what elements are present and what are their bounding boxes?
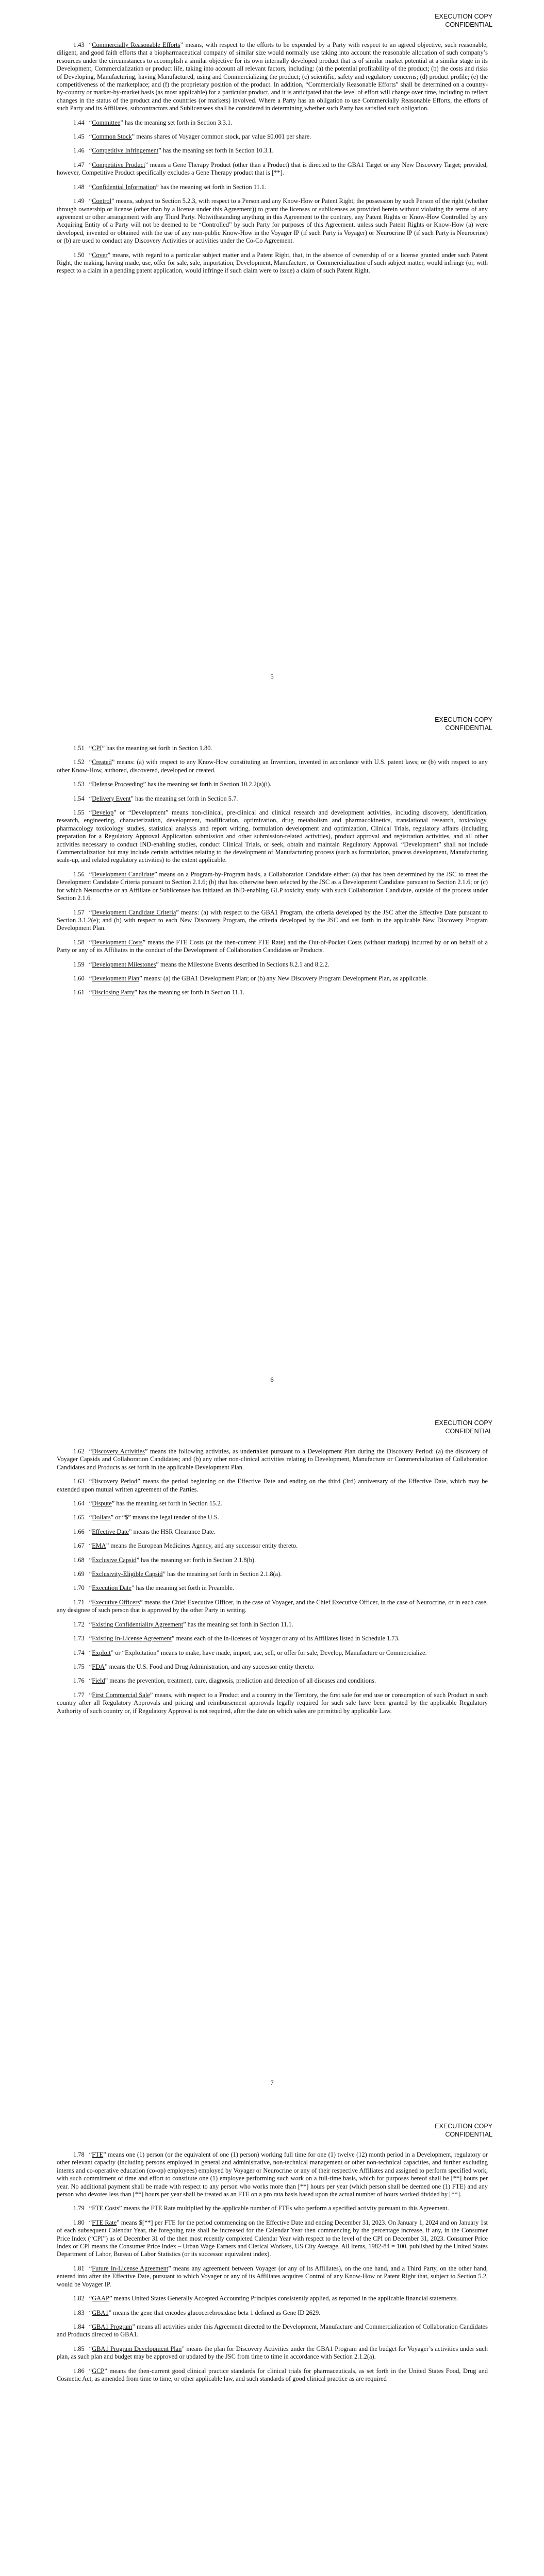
defined-term: Delivery Event: [92, 794, 131, 802]
definition-paragraph: 1.77 “First Commercial Sale” means, with respect to a Product and a country in the Territory, the first sale for end use or consumption of such Product in such country after all Regulatory Approvals and pricing and reimbursement approvals legally required for such sale have been granted by the applicable Regulatory Authority of such country or, if Regulatory Approval is not required, after the date on which sales are permitted by applicable Law.: [57, 1691, 488, 1715]
defined-term: Existing Confidentiality Agreement: [92, 1620, 184, 1628]
definition-text: means a Gene Therapy Product (other than a Product) that is directed to the GBA1 Target or any New Discovery Target; provided, however, Competitive Product specifically excludes a Gene Therapy product that is [**].: [57, 161, 488, 177]
definition-paragraph: 1.48 “Confidential Information” has the meaning set forth in Section 11.1.: [73, 183, 266, 191]
definition-text: means: (a) with respect to the GBA1 Program, the criteria developed by the JSC after the Effective Date pursuant to Section 3.1.2(e); and (b) with respect to each New Discovery Program, the criteria developed by the JSC and set forth in the applicable New Discovery Program Development Plan.: [57, 908, 488, 932]
page-body: [57, 744, 488, 1003]
definition-text: has the meaning set forth in Section 2.1.8(b).: [139, 1556, 256, 1564]
definition-text: has the meaning set forth in Section 5.7.: [134, 794, 238, 802]
section-number: 1.72: [73, 1620, 85, 1628]
defined-term: Existing In-License Agreement: [92, 1635, 172, 1642]
section-number: 1.71: [73, 1598, 85, 1606]
page-header: [435, 1419, 492, 1435]
definition-paragraph: 1.62 “Discovery Activities” means the following activities, as undertaken pursuant to a Development Plan during the Discovery Period: (a) the discovery of Voyager Capsids and Collaboration Candidates; and (b) any other non-clinical activities relating to Development, Manufacture or Commercialization of Collaboration Candidates and Products as set forth in the applicable Development Plan.: [57, 1448, 488, 1471]
definition-text: means, with respect to a Product and a country in the Territory, the first sale for end use or consumption of such Product in such country after all Regulatory Approvals and pricing and reimbursement approvals legally required for such sale have been granted by the applicable Regulatory Authority of such country or, if Regulatory Approval is not required, after the date on which sales are permitted by applicable Law.: [57, 1691, 488, 1715]
definition-paragraph: 1.71 “Executive Officers” means the Chief Executive Officer, in the case of Voyager, and the Chief Executive Officer, in the case of Neurocrine, or in each case, any designee of such person that is approved by the other Party in writing.: [57, 1598, 488, 1614]
definition-paragraph: 1.50 “Cover” means, with regard to a particular subject matter and a Patent Right, that, in the absence of ownership of or a license granted under such Patent Right, the making, having made, use, offer for sale, sale, importation, Development, Manufacture, or Commercialization of such subject matter, would infringe (or, with respect to a claim in a pending patent application, would infringe if such claim were to issue) a claim of such Patent Right.: [57, 251, 488, 275]
defined-term: Confidential Information: [92, 183, 156, 191]
header-confidential: CONFIDENTIAL: [445, 2131, 492, 2138]
section-number: 1.80: [73, 2218, 85, 2226]
definition-paragraph: 1.79 “FTE Costs” means the FTE Rate multiplied by the applicable number of FTEs who perform a specified activity pursuant to this Agreement.: [73, 2205, 449, 2212]
section-number: 1.43: [73, 41, 85, 48]
definition-text: means: (a) with respect to any Know-How constituting an Invention, invented in accordance with U.S. patent laws; or (b) with respect to any other Know-How, authored, discovered, developed or created.: [57, 758, 488, 774]
header-confidential: CONFIDENTIAL: [445, 1428, 492, 1435]
section-number: 1.68: [73, 1556, 85, 1564]
section-number: 1.51: [73, 744, 85, 752]
definition-text: has the meaning set forth in Section 1.80.: [104, 744, 212, 752]
definition-text: has the meaning set forth in Section 15.2.: [114, 1500, 222, 1507]
defined-term: Cover: [92, 251, 108, 259]
section-number: 1.57: [73, 908, 85, 916]
section-number: 1.47: [73, 161, 85, 168]
section-number: 1.70: [73, 1584, 85, 1592]
header-confidential: CONFIDENTIAL: [445, 724, 492, 732]
document-page: [0, 1406, 544, 2110]
section-number: 1.56: [73, 870, 85, 878]
page-number: 7: [270, 2079, 274, 2087]
defined-term: Field: [92, 1677, 105, 1685]
definition-paragraph: 1.63 “Discovery Period” means the period beginning on the Effective Date and ending on the third (3rd) anniversary of the Effective Date, which may be extended upon mutual written agreement of the Parties.: [57, 1478, 488, 1493]
header-confidential: CONFIDENTIAL: [445, 21, 492, 28]
section-number: 1.63: [73, 1478, 85, 1485]
definition-paragraph: 1.45 “Common Stock” means shares of Voyager common stock, par value $0.001 per share.: [73, 133, 311, 141]
defined-term: Discovery Period: [92, 1478, 138, 1485]
defined-term: FTE: [92, 2151, 104, 2158]
section-number: 1.79: [73, 2205, 85, 2212]
definition-paragraph: 1.68 “Exclusive Capsid” has the meaning set forth in Section 2.1.8(b).: [73, 1556, 256, 1564]
definition-paragraph: 1.66 “Effective Date” means the HSR Clearance Date.: [73, 1528, 216, 1535]
definition-paragraph: 1.72 “Existing Confidentiality Agreement” has the meaning set forth in Section 11.1.: [73, 1620, 293, 1628]
defined-term: FTE Costs: [92, 2205, 119, 2212]
defined-term: Defense Proceeding: [92, 781, 143, 788]
defined-term: Dollars: [92, 1514, 111, 1521]
defined-term: Effective Date: [92, 1528, 129, 1535]
section-number: 1.61: [73, 989, 85, 996]
definition-text: means the following activities, as undertaken pursuant to a Development Plan during the Discovery Period: (a) the discovery of Voyager Capsids and Collaboration Candidates; and (b) any other non-clinical activities relating to Development, Manufacture or Commercialization of Collaboration Candidates and Products as set forth in the applicable Development Plan.: [57, 1448, 488, 1471]
defined-term: Executive Officers: [92, 1598, 140, 1606]
section-number: 1.66: [73, 1528, 85, 1535]
definition-paragraph: 1.65 “Dollars” or “$” means the legal tender of the U.S.: [73, 1514, 219, 1521]
definition-text: means United States Generally Accepted Accounting Principles consistently applied, as reported in the applicable financial statements.: [112, 2295, 458, 2302]
defined-term: Exclusivity-Eligible Capsid: [92, 1570, 163, 1578]
definition-paragraph: 1.76 “Field” means the prevention, treatment, cure, diagnosis, prediction and detection of all diseases and conditions.: [73, 1677, 376, 1685]
section-number: 1.58: [73, 938, 85, 946]
definition-text: means, with regard to a particular subject matter and a Patent Right, that, in the absence of ownership of or a license granted under such Patent Right, the making, having made, use, offer for sale, sale, importation, Development, Manufacture, or Commercialization of such subject matter, would infringe (or, with respect to a claim in a pending patent application, would infringe if such claim were to issue) a claim of such Patent Right.: [57, 251, 488, 275]
definition-paragraph: 1.82 “GAAP” means United States Generally Accepted Accounting Principles consistently applied, as reported in the applicable financial statements.: [73, 2295, 458, 2302]
definition-paragraph: 1.46 “Competitive Infringement” has the meaning set forth in Section 10.3.1.: [73, 147, 274, 155]
definition-text: has the meaning set forth in Section 2.1.8(a).: [166, 1570, 282, 1578]
definition-paragraph: 1.43 “Commercially Reasonable Efforts” means, with respect to the efforts to be expended by a Party with respect to an agreed objective, such reasonable, diligent, and good faith efforts that a biopharmaceutical company of similar size would normally use taking into account the reasonable allocation of such company’s resources under the circumstances to accomplish a similar objective for its own internally developed product that is of similar market potential at a similar stage in its Development, Commercialization or product life, taking into account all relevant factors, including: (a) the potential profitability of the product; (b) the costs and risks of Developing, Manufacturing, having Manufactured, using and Commercializing the product; (c) scientific, safety and regulatory concerns; (d) product profile; (e) the competitiveness of the marketplace; and (f) the proprietary position of the product. In addition, “Commercially Reasonable Efforts” shall be determined on a country-by-country or market-by-market basis (as most applicable) for a particular product, and it is anticipated that the level of effort will change over time, including to reflect changes in the status of the product and the countries (or markets) involved. Where a Party has an obligation to use Commercially Reasonable Efforts, the efforts of such Party and its Affiliates, subcontractors and Sublicensees shall be considered in determining whether such Party has satisfied such obligation.: [57, 41, 488, 112]
definition-text: means the prevention, treatment, cure, diagnosis, prediction and detection of all diseases and conditions.: [108, 1677, 376, 1685]
defined-term: CPI: [92, 744, 102, 752]
definition-paragraph: 1.73 “Existing In-License Agreement” means each of the in-licenses of Voyager or any of its Affiliates listed in Schedule 1.73.: [73, 1635, 400, 1642]
definition-paragraph: 1.56 “Development Candidate” means on a Program-by-Program basis, a Collaboration Candidate either: (a) that has been determined by the JSC to meet the Development Candidate Criteria pursuant to Section 2.1.6; (b) that has otherwise been selected by the JSC as a Development Candidate pursuant to Section 2.1.6; or (c) for which Neurocrine or an Affiliate or Sublicensee has initiated an IND-enabling GLP toxicity study with such Collaboration Candidate, outside of the process under Section 2.1.6.: [57, 870, 488, 902]
section-number: 1.76: [73, 1677, 85, 1685]
defined-term: Development Milestones: [92, 960, 156, 968]
definition-paragraph: 1.64 “Dispute” has the meaning set forth in Section 15.2.: [73, 1500, 222, 1507]
page-header: [435, 12, 492, 29]
definition-paragraph: 1.75 “FDA” means the U.S. Food and Drug Administration, and any successor entity thereto.: [73, 1663, 315, 1670]
defined-term: GAAP: [92, 2295, 109, 2302]
definition-text: means the Chief Executive Officer, in the case of Voyager, and the Chief Executive Officer, in the case of Neurocrine, or in each case, any designee of such person that is approved by the other Party in writing.: [57, 1598, 488, 1614]
section-number: 1.60: [73, 974, 85, 982]
section-number: 1.59: [73, 960, 85, 968]
definition-text: has the meaning set forth in Section 10.2.2(a)(i).: [146, 781, 272, 788]
definition-paragraph: 1.61 “Disclosing Party” has the meaning set forth in Section 11.1.: [73, 989, 245, 996]
definition-text: means, with respect to the efforts to be expended by a Party with respect to an agreed objective, such reasonable, diligent, and good faith efforts that a biopharmaceutical company of similar size would normally use taking into account the reasonable allocation of such company’s resources under the circumstances to accomplish a similar objective for its own internally developed product that is of similar market potential at a similar stage in its Development, Commercialization or product life, taking into account all relevant factors, including: (a) the potential profitability of the product; (b) the costs and risks of Developing, Manufacturing, having Manufactured, using and Commercializing the product; (c) scientific, safety and regulatory concerns; (d) product profile; (e) the competitiveness of the marketplace; and (f) the proprietary position of the product. In addition, “Commercially Reasonable Efforts” shall be determined on a country-by-country or market-by-market basis (as most applicable) for a particular product, and it is anticipated that the level of effort will change over time, including to reflect changes in the status of the product and the countries (or markets) involved. Where a Party has an obligation to use Commercially Reasonable Efforts, the efforts of such Party and its Affiliates, subcontractors and Sublicensees shall be considered in determining whether such Party has satisfied such obligation.: [57, 41, 488, 112]
defined-term: Created: [92, 758, 112, 766]
definition-text: means the FTE Costs (at the then-current FTE Rate) and the Out-of-Pocket Costs (without markup) incurred by or on behalf of a Party or any of its Affiliates in the conduct of the Development of Collaboration Candidates or Products.: [57, 938, 488, 954]
definition-paragraph: 1.74 “Exploit” or “Exploitation” means to make, have made, import, use, sell, or offer for sale, Develop, Manufacture or Commercialize.: [73, 1649, 427, 1656]
defined-term: Commercially Reasonable Efforts: [92, 41, 180, 48]
document-page: [0, 0, 544, 703]
defined-term: Develop: [92, 809, 114, 817]
defined-term: GBA1 Program Development Plan: [92, 2345, 182, 2352]
header-execution-copy: EXECUTION COPY: [435, 1419, 492, 1427]
section-number: 1.85: [73, 2345, 85, 2352]
defined-term: Development Candidate: [92, 870, 155, 878]
definition-text: means the HSR Clearance Date.: [131, 1528, 216, 1535]
definition-text: has the meaning set forth in Section 10.3.1.: [161, 147, 274, 155]
defined-term: Control: [92, 197, 112, 205]
definition-paragraph: 1.85 “GBA1 Program Development Plan” means the plan for Discovery Activities under the GBA1 Program and the budget for Voyager’s activities under such plan, as such plan and budget may be approved or updated by the JSC from time to time in accordance with Section 2.1.2(a).: [57, 2345, 488, 2361]
section-number: 1.45: [73, 133, 85, 141]
page-header: [435, 2122, 492, 2139]
definition-paragraph: 1.69 “Exclusivity-Eligible Capsid” has the meaning set forth in Section 2.1.8(a).: [73, 1570, 282, 1578]
definition-text: means the Milestone Events described in Sections 8.2.1 and 8.2.2.: [158, 960, 329, 968]
section-number: 1.54: [73, 794, 85, 802]
definition-text: means: (a) the GBA1 Development Plan; or (b) any New Discovery Program Development Plan, as applicable.: [142, 974, 428, 982]
definition-paragraph: 1.58 “Development Costs” means the FTE Costs (at the then-current FTE Rate) and the Out-of-Pocket Costs (without markup) incurred by or on behalf of a Party or any of its Affiliates in the conduct of the Development of Collaboration Candidates or Products.: [57, 938, 488, 954]
section-number: 1.74: [73, 1649, 85, 1656]
page-body: [57, 2151, 488, 2389]
definition-text: means $[**] per FTE for the period commencing on the Effective Date and ending December 31, 2023. On January 1, 2024 and on January 1st of each subsequent Calendar Year, the foregoing rate shall be increased for the Calendar Year then commencing by the percentage increase, if any, in the Consumer Price Index (“CPI”) as of December 31 of the then most recently completed Calendar Year with respect to the level of the CPI on December 31, 2023. Consumer Price Index or CPI means the Consumer Price Index – Urban Wage Earners and Clerical Workers, US City Average, All Items, 1982-84 = 100, published by the United States Department of Labor, Bureau of Labor Statistics (or its successor equivalent index).: [57, 2218, 488, 2258]
page-header: [435, 716, 492, 732]
section-number: 1.78: [73, 2151, 85, 2158]
section-number: 1.82: [73, 2295, 85, 2302]
section-number: 1.44: [73, 118, 85, 126]
defined-term: GBA1: [92, 2309, 109, 2316]
page-body: [57, 1448, 488, 1721]
section-number: 1.50: [73, 251, 85, 259]
definition-paragraph: 1.78 “FTE” means one (1) person (or the equivalent of one (1) person) working full time for one (1) twelve (12) month period in a Development, regulatory or other relevant capacity (including persons employed in general and administrative, non-technical management or other non-technical capacities, and further excluding interns and co-operative education (co-op) employees) employed by Voyager or Neurocrine or any of their respective Affiliates and assigned to perform specified work, with such commitment of time and effort to constitute one (1) employee performing such work on a full-time basis, which for purposes hereof shall be [**] hours per year. No additional payment shall be made with respect to any person who works more than [**] hours per year (which person shall be deemed one (1) FTE) and any person who devotes less than [**] hours per year shall be treated as an FTE on a pro rata basis based upon the actual number of hours worked divided by [**].: [57, 2151, 488, 2198]
definition-paragraph: 1.80 “FTE Rate” means $[**] per FTE for the period commencing on the Effective Date and ending December 31, 2023. On January 1, 2024 and on January 1st of each subsequent Calendar Year, the foregoing rate shall be increased for the Calendar Year then commencing by the percentage increase, if any, in the Consumer Price Index (“CPI”) as of December 31 of the then most recently completed Calendar Year with respect to the level of the CPI on December 31, 2023. Consumer Price Index or CPI means the Consumer Price Index – Urban Wage Earners and Clerical Workers, US City Average, All Items, 1982-84 = 100, published by the United States Department of Labor, Bureau of Labor Statistics (or its successor equivalent index).: [57, 2218, 488, 2258]
definition-paragraph: 1.55 “Develop” or “Development” means non-clinical, pre-clinical and clinical research and development activities, including discovery, identification, research, engineering, characterization, development, modification, optimization, drug metabolism and pharmacokinetics, translational research, toxicology, pharmacology toxicology studies, statistical analysis and report writing, formulation development and optimization, Clinical Trials, regulatory affairs (including preparation for a Regulatory Approval Application submission and other submission-related activities), product approval and registration activities, and all other activities necessary to conduct IND-enabling studies, conduct Clinical Trials, or seek, obtain and maintain Regulatory Approval. “Development” shall not include Commercialization but may include certain activities relating to the development of Manufacturing process (such as formulation, process development, Manufacturing scale-up, and related regulatory activities) to the extent applicable.: [57, 809, 488, 864]
definition-paragraph: 1.57 “Development Candidate Criteria” means: (a) with respect to the GBA1 Program, the criteria developed by the JSC after the Effective Date pursuant to Section 3.1.2(e); and (b) with respect to each New Discovery Program, the criteria developed by the JSC and set forth in the applicable New Discovery Program Development Plan.: [57, 908, 488, 932]
section-number: 1.49: [73, 197, 85, 205]
defined-term: Committee: [92, 118, 121, 126]
definition-paragraph: 1.52 “Created” means: (a) with respect to any Know-How constituting an Invention, invented in accordance with U.S. patent laws; or (b) with respect to any other Know-How, authored, discovered, developed or created.: [57, 758, 488, 774]
section-number: 1.65: [73, 1514, 85, 1521]
section-number: 1.75: [73, 1663, 85, 1670]
defined-term: Exclusive Capsid: [92, 1556, 137, 1564]
section-number: 1.55: [73, 809, 85, 817]
document-page: [0, 2110, 544, 2576]
section-number: 1.53: [73, 781, 85, 788]
definition-text: means the then-current good clinical practice standards for clinical trials for pharmaceuticals, as set forth in the United States Food, Drug and Cosmetic Act, as amended from time to time, or other applicable law, and such standards of good clinical practice as are required: [57, 2367, 488, 2382]
definition-text: means the plan for Discovery Activities under the GBA1 Program and the budget for Voyager’s activities under such plan, as such plan and budget may be approved or updated by the JSC from time to time in accordance with Section 2.1.2(a).: [57, 2345, 488, 2361]
section-number: 1.81: [73, 2264, 85, 2272]
section-number: 1.62: [73, 1448, 85, 1455]
definition-text: means the gene that encodes glucocerebrosidase beta 1 defined as Gene ID 2629.: [111, 2309, 321, 2316]
header-execution-copy: EXECUTION COPY: [435, 2123, 492, 2130]
defined-term: Future In-License Agreement: [92, 2264, 169, 2272]
definition-text: means the European Medicines Agency, and any successor entity thereto.: [109, 1542, 298, 1550]
definition-paragraph: 1.49 “Control” means, subject to Section 5.2.3, with respect to a Person and any Know-How or Patent Right, the possession by such Person of the right (whether through ownership or license (other than by a license under this Agreement)) to grant the licenses or sublicenses as provided herein without violating the terms of any agreement or other arrangement with any Third Party. Notwithstanding anything in this Agreement to the contrary, any Patent Rights or Know-How Controlled by any Acquiring Entity of a Party will not be deemed to be “Controlled” by such Party for purposes of this Agreement, unless such Patent Rights or Know-How (a) were developed, invented or obtained with the use of any non-public Know-How in the Voyager IP (if such Party is Voyager) or Neurocrine IP (if such Party is Neurocrine) or (b) are used to conduct any Discovery Activities or activities under the Co-Co Agreement.: [57, 197, 488, 245]
definition-paragraph: 1.54 “Delivery Event” has the meaning set forth in Section 5.7.: [73, 794, 238, 802]
definition-text: means on a Program-by-Program basis, a Collaboration Candidate either: (a) that has been determined by the JSC to meet the Development Candidate Criteria pursuant to Section 2.1.6; (b) that has otherwise been selected by the JSC as a Development Candidate pursuant to Section 2.1.6; or (c) for which Neurocrine or an Affiliate or Sublicensee has initiated an IND-enabling GLP toxicity study with such Collaboration Candidate, outside of the process under Section 2.1.6.: [57, 870, 488, 902]
section-number: 1.86: [73, 2367, 85, 2375]
section-number: 1.48: [73, 183, 85, 191]
defined-term: Common Stock: [92, 133, 132, 141]
defined-term: Discovery Activities: [92, 1448, 145, 1455]
definition-paragraph: 1.44 “Committee” has the meaning set forth in Section 3.3.1.: [73, 118, 233, 126]
definition-text: means the period beginning on the Effective Date and ending on the third (3rd) anniversary of the Effective Date, which may be extended upon mutual written agreement of the Parties.: [57, 1478, 488, 1493]
page-number: 6: [270, 1376, 274, 1383]
definition-paragraph: 1.83 “GBA1” means the gene that encodes glucocerebrosidase beta 1 defined as Gene ID 2629.: [73, 2309, 321, 2316]
definition-text: or “Development” means non-clinical, pre-clinical and clinical research and development activities, including discovery, identification, research, engineering, characterization, development, modification, optimization, drug metabolism and pharmacokinetics, translational research, toxicology, pharmacology toxicology studies, statistical analysis and report writing, formulation development and optimization, Clinical Trials, regulatory affairs (including preparation for a Regulatory Approval Application submission and other submission-related activities), product approval and registration activities, and all other activities necessary to conduct IND-enabling studies, conduct Clinical Trials, or seek, obtain and maintain Regulatory Approval. “Development” shall not include Commercialization but may include certain activities relating to the development of Manufacturing process (such as formulation, process development, Manufacturing scale-up, and related regulatory activities) to the extent applicable.: [57, 809, 488, 864]
definition-text: means one (1) person (or the equivalent of one (1) person) working full time for one (1) twelve (12) month period in a Development, regulatory or other relevant capacity (including persons employed in general and administrative, non-technical management or other non-technical capacities, and further excluding interns and co-operative education (co-op) employees) employed by Voyager or Neurocrine or any of their respective Affiliates and assigned to perform specified work, with such commitment of time and effort to constitute one (1) employee performing such work on a full-time basis, which for purposes hereof shall be [**] hours per year. No additional payment shall be made with respect to any person who works more than [**] hours per year (which person shall be deemed one (1) FTE) and any person who devotes less than [**] hours per year shall be treated as an FTE on a pro rata basis based upon the actual number of hours worked divided by [**].: [57, 2151, 488, 2198]
definition-paragraph: 1.84 “GBA1 Program” means all activities under this Agreement directed to the Development, Manufacture and Commercialization of Collaboration Candidates and Products directed to GBA1.: [57, 2323, 488, 2338]
definition-paragraph: 1.51 “CPI” has the meaning set forth in Section 1.80.: [73, 744, 212, 752]
defined-term: Development Costs: [92, 938, 143, 946]
definition-paragraph: 1.47 “Competitive Product” means a Gene Therapy Product (other than a Product) that is directed to the GBA1 Target or any New Discovery Target; provided, however, Competitive Product specifically excludes a Gene Therapy product that is [**].: [57, 161, 488, 177]
section-number: 1.84: [73, 2323, 85, 2330]
definition-text: means the FTE Rate multiplied by the applicable number of FTEs who perform a specified activity pursuant to this Agreement.: [122, 2205, 449, 2212]
defined-term: FDA: [92, 1663, 105, 1670]
definition-paragraph: 1.81 “Future In-License Agreement” means any agreement between Voyager (or any of its Affiliates), on the one hand, and a Third Party, on the other hand, entered into after the Effective Date, pursuant to which Voyager or any of its Affiliates acquires Control of any Know-How or Patent Right that, subject to Section 5.2, would be Voyager IP.: [57, 2264, 488, 2288]
defined-term: FTE Rate: [92, 2218, 117, 2226]
defined-term: Exploit: [92, 1649, 111, 1656]
header-execution-copy: EXECUTION COPY: [435, 716, 492, 723]
definition-paragraph: 1.53 “Defense Proceeding” has the meaning set forth in Section 10.2.2(a)(i).: [73, 781, 272, 788]
definition-paragraph: 1.86 “GCP” means the then-current good clinical practice standards for clinical trials for pharmaceuticals, as set forth in the United States Food, Drug and Cosmetic Act, as amended from time to time, or other applicable law, and such standards of good clinical practice as are required: [57, 2367, 488, 2382]
section-number: 1.67: [73, 1542, 85, 1550]
header-execution-copy: EXECUTION COPY: [435, 13, 492, 20]
section-number: 1.69: [73, 1570, 85, 1578]
defined-term: Disclosing Party: [92, 989, 135, 996]
definition-text: means the U.S. Food and Drug Administration, and any successor entity thereto.: [107, 1663, 315, 1670]
defined-term: Competitive Product: [92, 161, 145, 168]
defined-term: Development Candidate Criteria: [92, 908, 176, 916]
document-page: [0, 703, 544, 1406]
section-number: 1.77: [73, 1691, 85, 1699]
section-number: 1.73: [73, 1635, 85, 1642]
section-number: 1.83: [73, 2309, 85, 2316]
section-number: 1.64: [73, 1500, 85, 1507]
defined-term: GBA1 Program: [92, 2323, 133, 2330]
definition-paragraph: 1.70 “Execution Date” has the meaning set forth in Preamble.: [73, 1584, 234, 1592]
defined-term: Execution Date: [92, 1584, 131, 1592]
definition-text: means all activities under this Agreement directed to the Development, Manufacture and Commercialization of Collaboration Candidates and Products directed to GBA1.: [57, 2323, 488, 2338]
defined-term: Development Plan: [92, 974, 140, 982]
defined-term: Dispute: [92, 1500, 112, 1507]
defined-term: EMA: [92, 1542, 106, 1550]
definition-text: or “$” means the legal tender of the U.S.: [113, 1514, 219, 1521]
page-number: 5: [270, 672, 274, 680]
definition-paragraph: 1.59 “Development Milestones” means the Milestone Events described in Sections 8.2.1 and 8.2.2.: [73, 960, 329, 968]
definition-paragraph: 1.60 “Development Plan” means: (a) the GBA1 Development Plan; or (b) any New Discovery Program Development Plan, as applicable.: [73, 974, 428, 982]
definition-text: has the meaning set forth in Section 11.1.: [137, 989, 245, 996]
definition-text: means, subject to Section 5.2.3, with respect to a Person and any Know-How or Patent Right, the possession by such Person of the right (whether through ownership or license (other than by a license under this Agreement)) to grant the licenses or sublicenses as provided herein without violating the terms of any agreement or other arrangement with any Third Party. Notwithstanding anything in this Agreement to the contrary, any Patent Rights or Know-How Controlled by any Acquiring Entity of a Party will not be deemed to be “Controlled” by such Party for purposes of this Agreement, unless such Patent Rights or Know-How (a) were developed, invented or obtained with the use of any non-public Know-How in the Voyager IP (if such Party is Voyager) or Neurocrine IP (if such Party is Neurocrine) or (b) are used to conduct any Discovery Activities or activities under the Co-Co Agreement.: [57, 197, 488, 245]
definition-paragraph: 1.67 “EMA” means the European Medicines Agency, and any successor entity thereto.: [73, 1542, 298, 1550]
definition-text: has the meaning set forth in Section 11.1.: [158, 183, 266, 191]
defined-term: Competitive Infringement: [92, 147, 159, 155]
definition-text: has the meaning set forth in Preamble.: [134, 1584, 234, 1592]
defined-term: GCP: [92, 2367, 105, 2375]
definition-text: means shares of Voyager common stock, par value $0.001 per share.: [135, 133, 311, 141]
definition-text: or “Exploitation” means to make, have made, import, use, sell, or offer for sale, Develop, Manufacture or Commercialize.: [113, 1649, 427, 1656]
page-body: [57, 41, 488, 281]
defined-term: First Commercial Sale: [92, 1691, 150, 1699]
definition-text: means each of the in-licenses of Voyager or any of its Affiliates listed in Schedule 1.73.: [174, 1635, 400, 1642]
definition-text: has the meaning set forth in Section 3.3.1.: [123, 118, 233, 126]
section-number: 1.46: [73, 147, 85, 155]
section-number: 1.52: [73, 758, 85, 766]
definition-text: means any agreement between Voyager (or any of its Affiliates), on the one hand, and a Third Party, on the other hand, entered into after the Effective Date, pursuant to which Voyager or any of its Affiliates acquires Control of any Know-How or Patent Right that, subject to Section 5.2, would be Voyager IP.: [57, 2264, 488, 2288]
definition-text: has the meaning set forth in Section 11.1.: [186, 1620, 293, 1628]
